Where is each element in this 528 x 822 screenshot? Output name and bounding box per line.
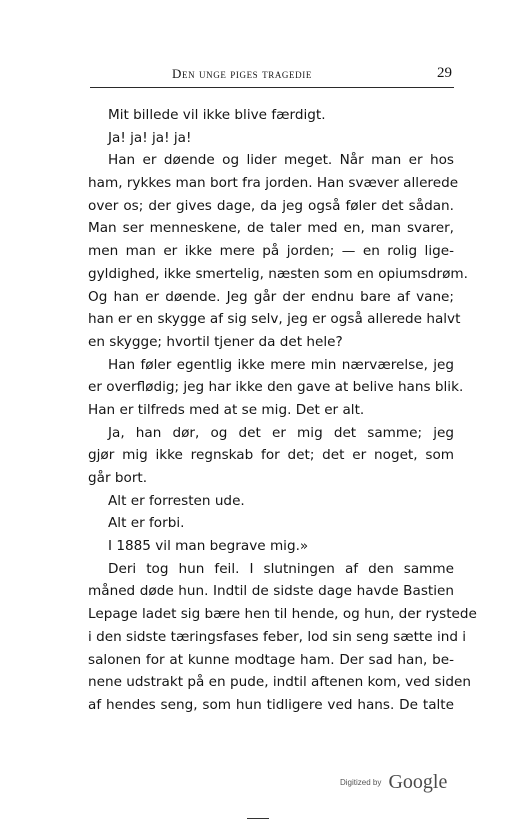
text-line: Man ser menneskene, de taler med en, man svarer, [88,220,454,237]
text-line: men man er ikke mere på jorden; — en rolig lige- [88,243,454,260]
digitized-label: Digitized by [340,778,382,787]
running-head [90,62,454,88]
text-line: Deri tog hun feil. I slutningen af den samme [108,560,454,577]
text-line: I 1885 vil man begrave mig.» [108,538,309,555]
text-line: salonen for at kunne modtage ham. Der sad han, be- [88,651,454,668]
body-text [88,104,477,717]
text-line: Han er døende og lider meget. Når man er hos [108,152,454,169]
header-rule [90,87,454,88]
text-line: i den sidste tæringsfases feber, lod sin seng sætte ind i [88,628,467,645]
bottom-rule [247,818,269,819]
running-title: Den unge piges tragedie [172,66,312,81]
text-line: Han føler egentlig ikke mere min nærværelse, jeg [108,356,454,373]
digitized-by-watermark [340,771,447,801]
text-line: Ja! ja! ja! ja! [108,129,192,146]
text-line: over os; der gives dage, da jeg også føler det sådan. [88,197,454,214]
text-line: Han er tilfreds med at se mig. Det er alt. [88,401,365,418]
page-number: 29 [437,65,452,81]
text-line: han er en skygge af sig selv, jeg er også allerede halvt [88,311,461,328]
text-line: ham, rykkes man bort fra jorden. Han svæver allerede [88,175,459,192]
text-line: Alt er forbi. [108,515,185,532]
text-line: Mit billede vil ikke blive færdigt. [108,107,326,123]
text-line: Lepage ladet sig bære hen til hende, og hun, der rystede [88,606,477,623]
google-logo: Google [388,771,448,793]
text-line: Og han er døende. Jeg går der endnu bare af vane; [88,288,454,305]
text-line: gjør mig ikke regnskab for det; det er noget, som [88,447,454,464]
text-line: går bort. [88,470,148,486]
text-line: måned døde hun. Indtil de sidste dage havde Bastien [88,583,454,600]
text-line: Alt er forresten ude. [108,492,245,509]
text-line: gyldighed, ikke smertelig, næsten som en opiumsdrøm. [88,265,468,282]
text-line: en skygge; hvortil tjener da det hele? [88,333,343,350]
text-line: Ja, han dør, og det er mig det samme; jeg [108,424,454,441]
text-line: er overflødig; jeg har ikke den gave at belive hans blik. [88,379,464,396]
text-line: nene udstrakt på en pude, indtil aftenen kom, ved siden [88,674,471,691]
text-line: af hendes seng, som hun tidligere ved hans. De talte [88,696,454,713]
